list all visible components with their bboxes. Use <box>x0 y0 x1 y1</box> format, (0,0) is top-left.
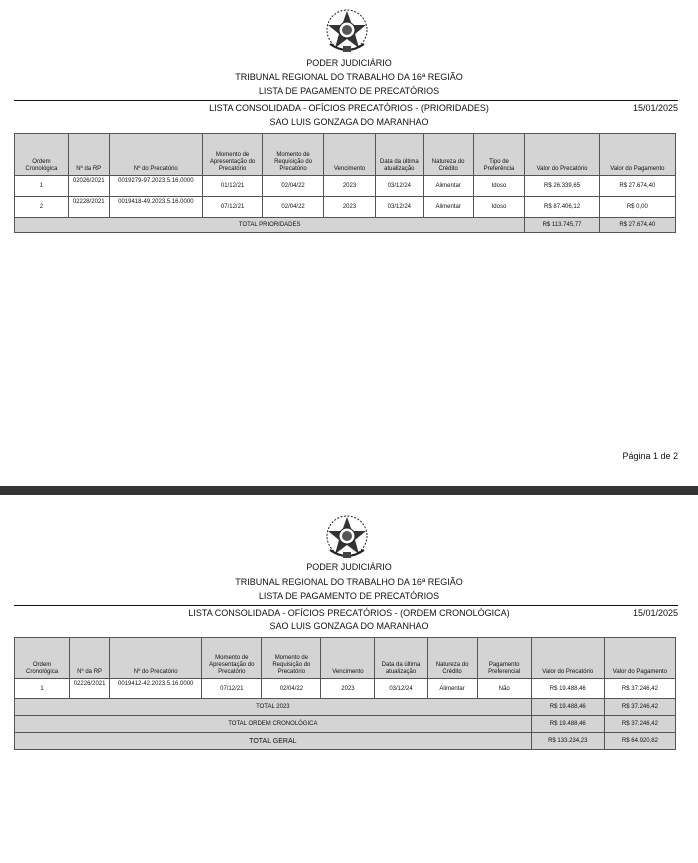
court-branch: PODER JUDICIÁRIO <box>306 562 392 572</box>
cell-atualizacao: 03/12/24 <box>375 679 427 699</box>
precatorios-table-ordem-cronologica <box>14 637 676 750</box>
column-header: Natureza do Crédito <box>427 638 477 679</box>
total-label: TOTAL PRIORIDADES <box>15 218 525 233</box>
report-date: 15/01/2025 <box>632 608 678 618</box>
column-header: Vencimento <box>324 134 376 176</box>
column-header: Valor do Precatório <box>525 134 599 176</box>
header-divider <box>14 605 678 606</box>
cell-valor-pagamento: R$ 37.246,42 <box>604 679 675 699</box>
column-header: Nº da RP <box>70 638 110 679</box>
cell-apresentacao: 07/12/21 <box>203 197 263 218</box>
cell-apresentacao: 07/12/21 <box>202 679 262 699</box>
column-header: Valor do Pagamento <box>599 134 675 176</box>
column-header: Nº do Precatório <box>110 638 202 679</box>
cell-precatorio: 0019412-42.2023.5.16.0000 <box>110 679 202 699</box>
column-header: Vencimento <box>321 638 375 679</box>
column-header: Valor do Precatório <box>531 638 604 679</box>
cell-valor-precatorio: R$ 87.406,12 <box>525 197 599 218</box>
total-valor-pagamento: R$ 64.920,82 <box>604 733 675 750</box>
coat-of-arms-icon <box>324 8 370 54</box>
cell-valor-precatorio: R$ 19.488,46 <box>531 679 604 699</box>
total-row <box>15 716 676 733</box>
cell-precatorio: 0019418-49.2023.5.16.0000 <box>109 197 203 218</box>
cell-requisicao: 02/04/22 <box>263 176 324 197</box>
cell-natureza: Alimentar <box>423 176 473 197</box>
column-header: Momento de Requisição do Precatório <box>263 134 324 176</box>
cell-apresentacao: 01/12/21 <box>203 176 263 197</box>
column-header: Ordem Cronológica <box>15 134 69 176</box>
cell-vencimento: 2023 <box>321 679 375 699</box>
precatorios-table-prioridades <box>14 133 676 233</box>
column-header: Pagamento Preferencial <box>477 638 531 679</box>
cell-natureza: Alimentar <box>427 679 477 699</box>
cell-requisicao: 02/04/22 <box>263 197 324 218</box>
header-divider <box>14 100 678 101</box>
cell-valor-pagamento: R$ 0,00 <box>599 197 675 218</box>
cell-pagamento-preferencial: Não <box>477 679 531 699</box>
entity-name: SAO LUIS GONZAGA DO MARANHAO <box>269 117 429 127</box>
cell-precatorio: 0019279-97.2023.5.16.0000 <box>109 176 203 197</box>
cell-natureza: Alimentar <box>423 197 473 218</box>
cell-ordem: 2 <box>15 197 69 218</box>
cell-valor-pagamento: R$ 27.674,40 <box>599 176 675 197</box>
grand-total-row <box>15 733 676 750</box>
cell-rp: 02226/2021 <box>70 679 110 699</box>
total-valor-precatorio: R$ 19.488,46 <box>531 699 604 716</box>
page-number: Página 1 de 2 <box>622 451 678 461</box>
document-title: LISTA DE PAGAMENTO DE PRECATÓRIOS <box>258 591 440 601</box>
cell-vencimento: 2023 <box>324 176 376 197</box>
cell-atualizacao: 03/12/24 <box>375 197 423 218</box>
cell-ordem: 1 <box>15 679 70 699</box>
cell-preferencia: Idoso <box>473 197 525 218</box>
column-header: Momento de Requisição do Precatório <box>262 638 321 679</box>
total-valor-precatorio: R$ 113.745,77 <box>525 218 599 233</box>
table-header-row <box>15 638 676 679</box>
column-header: Nº da RP <box>68 134 109 176</box>
document-title: LISTA DE PAGAMENTO DE PRECATÓRIOS <box>258 86 440 96</box>
total-valor-pagamento: R$ 37.246,42 <box>604 699 675 716</box>
list-title: LISTA CONSOLIDADA - OFÍCIOS PRECATÓRIOS - (ORDEM CRONOLÓGICA) <box>188 608 510 618</box>
column-header: Tipo de Preferência <box>473 134 525 176</box>
cell-rp: 02026/2021 <box>68 176 109 197</box>
document-page-2 <box>0 495 698 863</box>
list-title: LISTA CONSOLIDADA - OFÍCIOS PRECATÓRIOS - (PRIORIDADES) <box>209 103 489 113</box>
column-header: Data da última atualização <box>375 134 423 176</box>
report-date: 15/01/2025 <box>632 103 678 113</box>
total-label: TOTAL 2023 <box>15 699 532 716</box>
cell-requisicao: 02/04/22 <box>262 679 321 699</box>
page-separator <box>0 486 698 495</box>
column-header: Momento de Apresentação do Precatório <box>203 134 263 176</box>
court-branch: PODER JUDICIÁRIO <box>306 58 392 68</box>
table-row <box>15 197 676 218</box>
column-header: Valor do Pagamento <box>604 638 675 679</box>
column-header: Momento de Apresentação do Precatório <box>202 638 262 679</box>
column-header: Data da última atualização <box>375 638 427 679</box>
cell-ordem: 1 <box>15 176 69 197</box>
total-valor-pagamento: R$ 27.674,40 <box>599 218 675 233</box>
entity-name: SAO LUIS GONZAGA DO MARANHAO <box>269 621 429 631</box>
cell-vencimento: 2023 <box>324 197 376 218</box>
cell-atualizacao: 03/12/24 <box>375 176 423 197</box>
total-valor-precatorio: R$ 19.488,46 <box>531 716 604 733</box>
total-row <box>15 218 676 233</box>
total-row <box>15 699 676 716</box>
total-label: TOTAL GERAL <box>15 733 532 750</box>
table-row <box>15 176 676 197</box>
column-header: Nº do Precatório <box>109 134 203 176</box>
cell-rp: 02228/2021 <box>68 197 109 218</box>
total-label: TOTAL ORDEM CRONOLÓGICA <box>15 716 532 733</box>
column-header: Ordem Cronológica <box>15 638 70 679</box>
court-name: TRIBUNAL REGIONAL DO TRABALHO DA 16ª REGIÃO <box>235 577 463 587</box>
coat-of-arms-icon <box>324 514 370 560</box>
table-header-row <box>15 134 676 176</box>
cell-preferencia: Idoso <box>473 176 525 197</box>
cell-valor-precatorio: R$ 26.339,65 <box>525 176 599 197</box>
total-valor-pagamento: R$ 37.246,42 <box>604 716 675 733</box>
court-name: TRIBUNAL REGIONAL DO TRABALHO DA 16ª REGIÃO <box>235 72 463 82</box>
table-row <box>15 679 676 699</box>
column-header: Natureza do Crédito <box>423 134 473 176</box>
total-valor-precatorio: R$ 133.234,23 <box>531 733 604 750</box>
